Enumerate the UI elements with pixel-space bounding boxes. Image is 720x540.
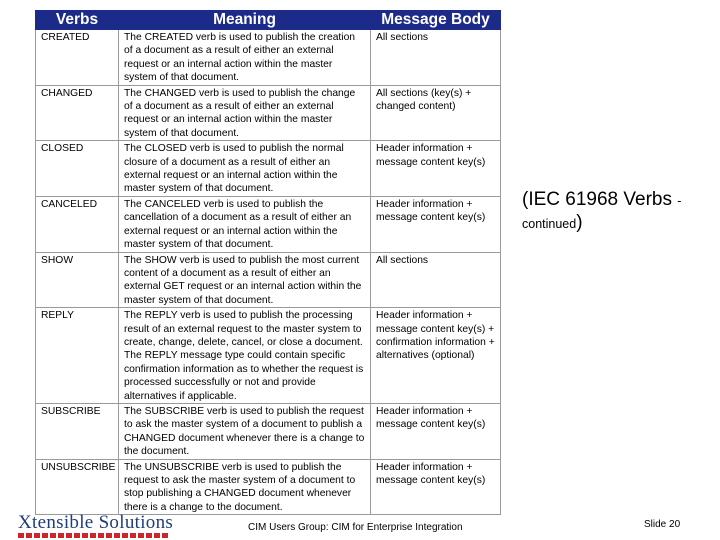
slide-title bbox=[522, 189, 720, 235]
verb-cell: CREATED bbox=[36, 30, 119, 86]
company-logo: Xtensible Solutions bbox=[18, 512, 174, 533]
meaning-cell: The UNSUBSCRIBE verb is used to publish the request to ask the master system of a document to stop publishing a CHANGED document whenever there is a change to the document. bbox=[119, 459, 371, 515]
header-verbs: Verbs bbox=[36, 11, 119, 30]
verb-cell: CANCELED bbox=[36, 196, 119, 252]
meaning-cell: The CANCELED verb is used to publish the cancellation of a document as a result of either an external request or an internal action within the master system of that document. bbox=[119, 196, 371, 252]
message-body-cell: All sections (key(s) + changed content) bbox=[371, 85, 501, 141]
table-row bbox=[36, 252, 501, 308]
verb-cell: REPLY bbox=[36, 308, 119, 404]
message-body-cell: Header information + message content key(s) bbox=[371, 196, 501, 252]
slide-title-main: (IEC 61968 Verbs bbox=[522, 189, 672, 210]
message-body-cell: All sections bbox=[371, 252, 501, 308]
table-row bbox=[36, 459, 501, 515]
table-row bbox=[36, 30, 501, 86]
slide-title-continued: - continued bbox=[522, 194, 682, 231]
table-row bbox=[36, 308, 501, 404]
table-row bbox=[36, 196, 501, 252]
meaning-cell: The SUBSCRIBE verb is used to publish the request to ask the master system of a document to publish a CHANGED document whenever there is a change to the document. bbox=[119, 403, 371, 459]
table-row bbox=[36, 85, 501, 141]
footer-text: CIM Users Group: CIM for Enterprise Integration bbox=[248, 522, 463, 533]
table-header-row bbox=[36, 11, 501, 30]
meaning-cell: The CHANGED verb is used to publish the change of a document as a result of either an external request or an internal action within the master system of that document. bbox=[119, 85, 371, 141]
header-meaning: Meaning bbox=[119, 11, 371, 30]
message-body-cell: All sections bbox=[371, 30, 501, 86]
message-body-cell: Header information + message content key(s) + confirmation information + alternatives (optional) bbox=[371, 308, 501, 404]
verb-cell: SUBSCRIBE bbox=[36, 403, 119, 459]
table-row bbox=[36, 141, 501, 197]
verb-cell: UNSUBSCRIBE bbox=[36, 459, 119, 515]
meaning-cell: The REPLY verb is used to publish the processing result of an external request to the master system to create, change, delete, cancel, or close a document. The REPLY message type could contain specific confirmation information as to whether the request is processed successfully or not and provide alternatives if applicable. bbox=[119, 308, 371, 404]
meaning-cell: The CLOSED verb is used to publish the normal closure of a document as a result of either an external request or an internal action within the master system of that document. bbox=[119, 141, 371, 197]
meaning-cell: The CREATED verb is used to publish the creation of a document as a result of either an external request or an internal action within the master system of that document. bbox=[119, 30, 371, 86]
verbs-table bbox=[35, 10, 501, 515]
logo-underline-bar bbox=[18, 533, 170, 538]
verb-cell: SHOW bbox=[36, 252, 119, 308]
slide-title-close: ) bbox=[576, 212, 583, 233]
verb-cell: CLOSED bbox=[36, 141, 119, 197]
message-body-cell: Header information + message content key(s) bbox=[371, 403, 501, 459]
table-row bbox=[36, 403, 501, 459]
message-body-cell: Header information + message content key(s) bbox=[371, 459, 501, 515]
header-message-body: Message Body bbox=[371, 11, 501, 30]
meaning-cell: The SHOW verb is used to publish the most current content of a document as a result of either an external GET request or an internal action within the master system of that document. bbox=[119, 252, 371, 308]
message-body-cell: Header information + message content key(s) bbox=[371, 141, 501, 197]
verb-cell: CHANGED bbox=[36, 85, 119, 141]
slide-number: Slide 20 bbox=[644, 519, 681, 530]
